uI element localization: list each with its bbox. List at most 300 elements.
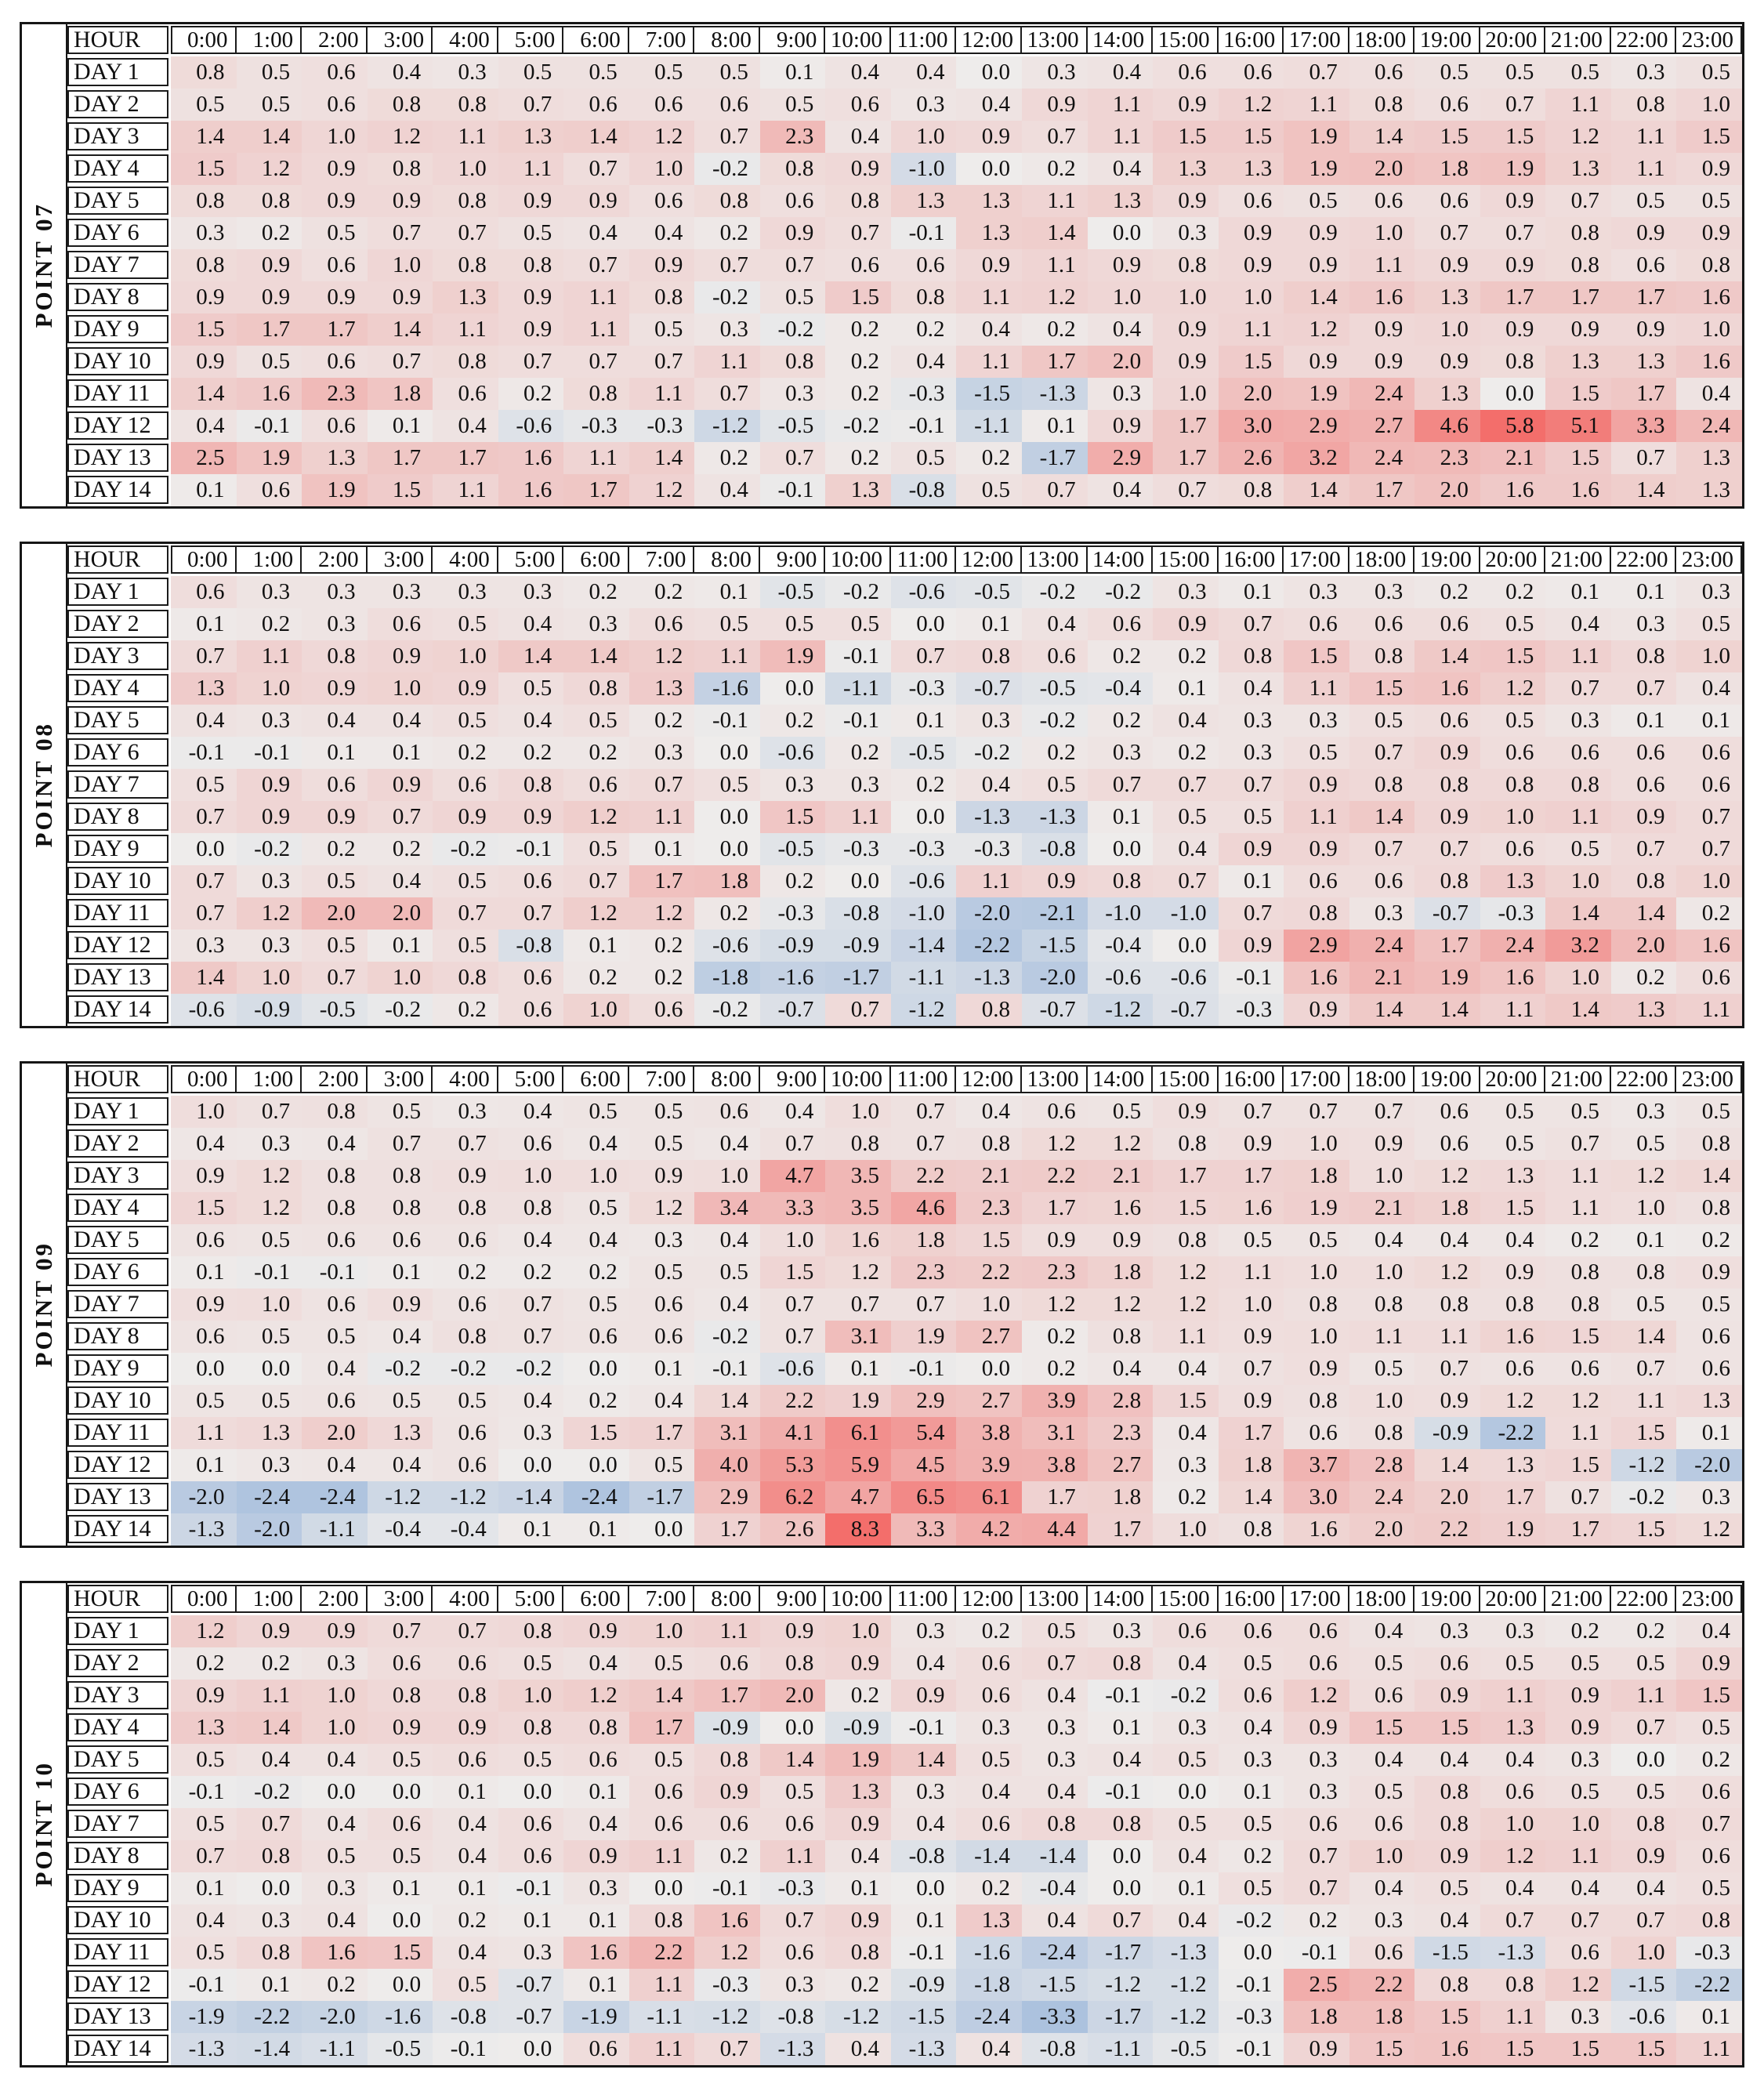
data-cell: 1.1 [1022,249,1088,281]
data-cell: 0.6 [694,1647,760,1680]
data-cell: 0.5 [237,1321,302,1353]
data-cell: 0.2 [825,313,891,346]
hour-header-label: HOUR [67,545,168,574]
data-cell: -0.1 [433,2033,498,2065]
data-cell: 1.6 [1480,1321,1546,1353]
day-label: DAY 9 [67,835,168,863]
data-cell: 1.8 [1284,1160,1349,1192]
data-cell: 1.7 [1219,1417,1284,1449]
data-cell: 0.3 [171,930,237,962]
data-cell: 1.1 [563,442,629,474]
data-cell: 0.8 [1676,1128,1742,1160]
data-cell: -0.2 [1611,1481,1677,1513]
data-cell: 1.0 [498,1160,564,1192]
hour-header-cell: 6:00 [562,1065,629,1093]
data-cell: 1.0 [1153,378,1219,410]
hour-header-cell: 18:00 [1348,545,1415,574]
data-cell: 0.4 [1153,1840,1219,1872]
data-cell: 1.1 [1545,640,1611,672]
data-cell: 1.4 [760,1744,826,1776]
data-cell: 0.7 [171,865,237,897]
data-cell: 1.4 [629,442,695,474]
data-cell: -1.1 [825,672,891,705]
data-cell: 0.6 [694,1808,760,1840]
data-cell: 1.0 [1284,1321,1349,1353]
hour-header-cell: 20:00 [1479,1585,1546,1613]
data-cell: 0.2 [302,833,368,865]
data-cell: 0.6 [694,89,760,121]
data-cell: 0.7 [1219,1353,1284,1385]
data-cell: 3.0 [1219,410,1284,442]
data-cell: 1.0 [237,962,302,994]
data-cell: 0.5 [498,1647,564,1680]
data-cell: 0.0 [1088,1872,1154,1904]
data-cell: 0.2 [629,576,695,608]
data-cell: 1.8 [1088,1256,1154,1288]
data-cell: -0.1 [1284,1937,1349,1969]
data-cell: 0.5 [1153,801,1219,833]
data-cell: 0.8 [825,1937,891,1969]
data-cell: 0.4 [1480,1872,1546,1904]
data-cell: 0.8 [1088,1647,1154,1680]
data-cell: 1.0 [1349,217,1415,249]
data-cell: -1.1 [302,1513,368,1546]
hour-header-cell: 11:00 [889,26,957,54]
data-cell: 0.8 [302,640,368,672]
data-cell: 2.0 [1414,1481,1480,1513]
data-cell: 0.9 [368,769,433,801]
data-cell: 0.9 [1088,410,1154,442]
data-cell: 0.8 [171,56,237,89]
data-cell: 0.6 [956,1680,1022,1712]
data-cell: -0.2 [1022,705,1088,737]
data-cell: 3.3 [1611,410,1677,442]
data-cell: 1.5 [1414,1712,1480,1744]
data-cell: 0.8 [1414,1288,1480,1321]
data-cell: 1.6 [1545,474,1611,506]
data-cell: 0.8 [171,249,237,281]
data-cell: -0.2 [1088,576,1154,608]
data-cell: 0.1 [1022,410,1088,442]
data-cell: 0.9 [1611,313,1677,346]
data-cell: 0.7 [1676,1808,1742,1840]
data-cell: -0.2 [694,281,760,313]
data-cell: -1.3 [891,2033,957,2065]
data-cell: 0.4 [171,1904,237,1937]
data-cell: 1.2 [237,153,302,185]
data-cell: 0.7 [1545,1904,1611,1937]
data-cell: -1.3 [171,1513,237,1546]
data-cell: 0.0 [498,2033,564,2065]
data-cell: 0.6 [563,2033,629,2065]
data-cell: 0.3 [1219,1744,1284,1776]
data-cell: 3.4 [694,1192,760,1224]
day-label: DAY 6 [67,219,168,247]
data-cell: 0.0 [1088,1840,1154,1872]
data-cell: 0.0 [891,801,957,833]
data-cell: 0.3 [825,769,891,801]
data-cell: 0.2 [1153,737,1219,769]
data-cell: 1.0 [1349,1160,1415,1192]
data-cell: 6.1 [956,1481,1022,1513]
data-cell: 4.6 [891,1192,957,1224]
data-cell: 0.0 [1480,378,1546,410]
data-cell: 1.0 [563,994,629,1026]
data-cell: 0.1 [237,1969,302,2001]
data-cell: -0.6 [1611,2001,1677,2033]
data-cell: 1.4 [563,121,629,153]
data-cell: 0.4 [563,217,629,249]
data-cell: 1.1 [1284,89,1349,121]
data-cell: 0.9 [433,1712,498,1744]
data-cell: 0.9 [1022,865,1088,897]
hour-header-cell: 12:00 [954,545,1022,574]
data-cell: 0.8 [1480,769,1546,801]
hour-header-cell: 22:00 [1610,1065,1677,1093]
data-cell: 0.7 [1611,1353,1677,1385]
data-cell: 0.8 [302,1192,368,1224]
data-cell: 1.5 [760,801,826,833]
data-cell: 0.5 [1349,1776,1415,1808]
data-cell: 1.5 [171,1192,237,1224]
data-cell: 1.2 [1545,1969,1611,2001]
data-cell: 2.1 [1480,442,1546,474]
data-cell: 1.7 [237,313,302,346]
data-cell: 1.3 [302,442,368,474]
data-cell: 1.1 [563,313,629,346]
data-cell: -1.1 [891,962,957,994]
data-cell: 0.0 [368,1904,433,1937]
data-cell: 1.0 [563,1160,629,1192]
data-cell: -0.1 [498,1872,564,1904]
data-cell: 1.5 [1349,1712,1415,1744]
hour-header-cell: 22:00 [1610,26,1677,54]
data-cell: 1.2 [1414,1256,1480,1288]
data-cell: 0.6 [825,89,891,121]
data-cell: -0.3 [629,410,695,442]
data-cell: 0.2 [1153,1481,1219,1513]
data-cell: 0.6 [302,56,368,89]
data-cell: 1.0 [368,249,433,281]
data-cell: 0.3 [1153,1449,1219,1481]
data-cell: 0.1 [891,1904,957,1937]
data-cell: 0.5 [825,608,891,640]
data-cell: 1.3 [1545,346,1611,378]
data-cell: 0.4 [694,1224,760,1256]
data-cell: 0.6 [1480,833,1546,865]
data-cell: 2.2 [891,1160,957,1192]
data-cell: 0.2 [237,1647,302,1680]
data-cell: 0.6 [694,1096,760,1128]
data-cell: 0.8 [629,281,695,313]
data-cell: 0.6 [1284,1615,1349,1647]
data-cell: 0.3 [237,865,302,897]
data-cell: 0.2 [629,962,695,994]
data-cell: 1.2 [1545,1385,1611,1417]
data-cell: 0.7 [760,442,826,474]
data-cell: -2.2 [1480,1417,1546,1449]
data-cell: 0.2 [237,217,302,249]
data-cell: -0.2 [1153,1680,1219,1712]
data-cell: 0.4 [1022,608,1088,640]
data-cell: 0.8 [1676,1904,1742,1937]
data-cell: -0.5 [760,410,826,442]
data-cell: 3.8 [956,1417,1022,1449]
data-cell: 0.5 [368,1385,433,1417]
data-cell: 2.7 [1349,410,1415,442]
data-cell: 0.7 [891,1096,957,1128]
data-cell: 1.0 [1219,281,1284,313]
day-label: DAY 12 [67,931,168,959]
data-cell: 0.9 [825,1904,891,1937]
data-cell: 0.3 [1611,56,1677,89]
data-cell: 0.9 [302,153,368,185]
data-cell: 1.0 [1153,281,1219,313]
data-cell: 0.2 [1545,1224,1611,1256]
data-cell: -1.0 [1153,897,1219,930]
data-cell: 0.6 [1676,1840,1742,1872]
data-cell: 2.7 [956,1385,1022,1417]
data-cell: 0.5 [891,442,957,474]
day-label: DAY 8 [67,803,168,831]
data-cell: -1.3 [1480,1937,1546,1969]
data-cell: 1.7 [302,313,368,346]
data-cell: 1.4 [629,1680,695,1712]
data-cell: 1.9 [1480,153,1546,185]
hour-header-cell: 1:00 [235,1585,302,1613]
data-cell: 1.5 [1480,2033,1546,2065]
data-cell: 0.6 [171,1224,237,1256]
data-cell: 0.7 [1414,217,1480,249]
hour-header-cell: 4:00 [431,545,498,574]
data-cell: 0.9 [498,801,564,833]
data-cell: -0.5 [891,737,957,769]
data-cell: 0.5 [1153,1744,1219,1776]
data-cell: 0.4 [302,1128,368,1160]
hour-header-cell: 16:00 [1217,545,1284,574]
data-cell: 1.3 [1480,1160,1546,1192]
day-label: DAY 1 [67,578,168,606]
data-cell: 0.8 [760,153,826,185]
data-cell: 0.9 [237,281,302,313]
data-cell: 0.7 [498,1321,564,1353]
data-cell: -2.4 [563,1481,629,1513]
data-cell: -2.2 [956,930,1022,962]
data-cell: 1.4 [368,313,433,346]
hour-header-cell: 19:00 [1413,26,1480,54]
data-cell: 0.1 [368,410,433,442]
data-cell: 0.5 [1414,1872,1480,1904]
data-cell: 0.8 [1022,1808,1088,1840]
data-cell: 1.3 [237,1417,302,1449]
data-cell: 0.3 [1153,217,1219,249]
data-cell: -0.8 [760,2001,826,2033]
data-cell: 1.4 [1414,1449,1480,1481]
hour-header-cell: 18:00 [1348,26,1415,54]
hour-header-cell: 23:00 [1675,26,1742,54]
data-cell: 1.7 [629,1417,695,1449]
data-cell: 0.1 [563,1969,629,2001]
data-cell: 1.6 [694,1904,760,1937]
data-cell: -0.1 [237,1256,302,1288]
data-cell: 0.2 [825,1969,891,2001]
data-cell: 0.5 [563,56,629,89]
data-cell: -0.8 [433,2001,498,2033]
data-cell: -0.7 [1414,897,1480,930]
hour-header-cell: 19:00 [1413,545,1480,574]
hour-header-cell: 15:00 [1151,1065,1219,1093]
hour-header-cell: 1:00 [235,1065,302,1093]
data-cell: 0.3 [368,576,433,608]
data-cell: 0.7 [1219,897,1284,930]
day-label: DAY 13 [67,963,168,991]
data-cell: 0.3 [1284,705,1349,737]
data-cell: 0.4 [1088,1353,1154,1385]
data-cell: 0.4 [563,1647,629,1680]
day-label: DAY 13 [67,444,168,472]
data-cell: 0.3 [237,1904,302,1937]
hour-header-cell: 13:00 [1020,26,1088,54]
data-cell: 0.2 [825,442,891,474]
data-cell: 1.2 [1219,89,1284,121]
data-cell: 4.2 [956,1513,1022,1546]
data-cell: -1.3 [956,801,1022,833]
data-cell: 0.4 [1349,1224,1415,1256]
data-cell: 1.4 [1414,994,1480,1026]
data-cell: 0.4 [433,1937,498,1969]
data-cell: 0.7 [825,994,891,1026]
data-cell: 1.8 [1088,1481,1154,1513]
data-cell: -1.0 [891,897,957,930]
data-cell: 0.6 [302,89,368,121]
data-cell: 3.9 [956,1449,1022,1481]
data-cell: 0.4 [1153,1647,1219,1680]
data-cell: 0.8 [1088,1321,1154,1353]
data-cell: 1.7 [1022,1192,1088,1224]
hour-header-cell: 21:00 [1544,545,1611,574]
data-cell: 0.0 [1611,1744,1677,1776]
hour-header-cell: 7:00 [628,1585,695,1613]
data-cell: 1.4 [237,1712,302,1744]
data-cell: 1.5 [1676,1680,1742,1712]
data-cell: 2.0 [760,1680,826,1712]
day-label: DAY 8 [67,283,168,311]
hour-header-cell: 12:00 [954,26,1022,54]
data-cell: 0.9 [1480,313,1546,346]
data-cell: 1.4 [1611,897,1677,930]
data-cell: 1.7 [368,442,433,474]
data-cell: 0.9 [1611,801,1677,833]
data-cell: 0.7 [1284,1840,1349,1872]
data-cell: 0.5 [956,474,1022,506]
data-cell: 0.2 [563,576,629,608]
data-cell: 0.6 [302,346,368,378]
hour-header-cell: 9:00 [759,545,826,574]
hour-header-label: HOUR [67,26,168,54]
data-cell: -1.4 [891,930,957,962]
data-cell: 0.7 [760,249,826,281]
data-cell: 1.5 [1284,640,1349,672]
data-cell: 1.5 [1545,442,1611,474]
data-cell: 1.0 [1153,1513,1219,1546]
data-cell: 0.8 [1545,1256,1611,1288]
data-cell: 0.8 [956,1128,1022,1160]
data-cell: 0.9 [956,249,1022,281]
data-cell: 0.5 [563,705,629,737]
data-cell: 0.7 [1219,1096,1284,1128]
data-cell: 0.0 [629,1872,695,1904]
data-cell: 0.9 [302,281,368,313]
data-cell: 0.7 [1219,608,1284,640]
data-cell: 0.6 [760,185,826,217]
data-cell: 1.2 [171,1615,237,1647]
data-cell: -0.1 [760,474,826,506]
data-cell: 0.2 [433,994,498,1026]
data-cell: 0.5 [433,1969,498,2001]
data-cell: 1.1 [1545,89,1611,121]
data-cell: 4.7 [825,1481,891,1513]
data-cell: 0.7 [433,897,498,930]
hour-header-cell: 17:00 [1282,1585,1349,1613]
data-cell: 0.8 [1153,1224,1219,1256]
data-cell: 1.3 [1219,153,1284,185]
day-label: DAY 4 [67,1194,168,1222]
data-cell: 3.1 [1022,1417,1088,1449]
data-cell: 0.8 [1611,1808,1677,1840]
data-cell: 0.8 [433,346,498,378]
data-cell: 0.6 [498,1128,564,1160]
data-cell: 2.5 [1284,1969,1349,2001]
data-cell: 0.4 [956,89,1022,121]
data-cell: 1.0 [433,640,498,672]
data-cell: 1.6 [1414,2033,1480,2065]
data-cell: 0.8 [498,1712,564,1744]
data-cell: 0.2 [433,1256,498,1288]
data-cell: 0.2 [1611,1615,1677,1647]
data-cell: 0.3 [760,1969,826,2001]
data-cell: 0.6 [433,1449,498,1481]
data-cell: 0.8 [629,1904,695,1937]
data-cell: 1.1 [956,865,1022,897]
data-cell: 0.1 [563,1513,629,1546]
data-cell: 0.6 [1153,1615,1219,1647]
data-cell: 0.9 [1284,994,1349,1026]
data-cell: 0.7 [1022,121,1088,153]
data-cell: 0.8 [891,281,957,313]
hour-header-cell: 10:00 [824,1065,891,1093]
data-cell: 0.9 [1349,346,1415,378]
data-cell: 1.6 [1219,1192,1284,1224]
data-cell: 0.0 [956,153,1022,185]
data-cell: 1.6 [1480,474,1546,506]
day-label: DAY 9 [67,1874,168,1902]
data-cell: 0.8 [433,962,498,994]
data-cell: -1.5 [1022,930,1088,962]
data-cell: -0.2 [1022,576,1088,608]
data-cell: 0.2 [1676,1744,1742,1776]
data-cell: 0.6 [1349,608,1415,640]
data-cell: 1.1 [433,121,498,153]
data-cell: 0.0 [237,1872,302,1904]
data-cell: 0.9 [629,1160,695,1192]
data-cell: 0.1 [629,833,695,865]
data-cell: 0.4 [694,1128,760,1160]
hour-header-cell: 9:00 [759,26,826,54]
data-cell: 0.2 [1480,576,1546,608]
hour-header-cell: 5:00 [497,1065,564,1093]
data-cell: 0.7 [433,1615,498,1647]
data-cell: 0.5 [302,930,368,962]
